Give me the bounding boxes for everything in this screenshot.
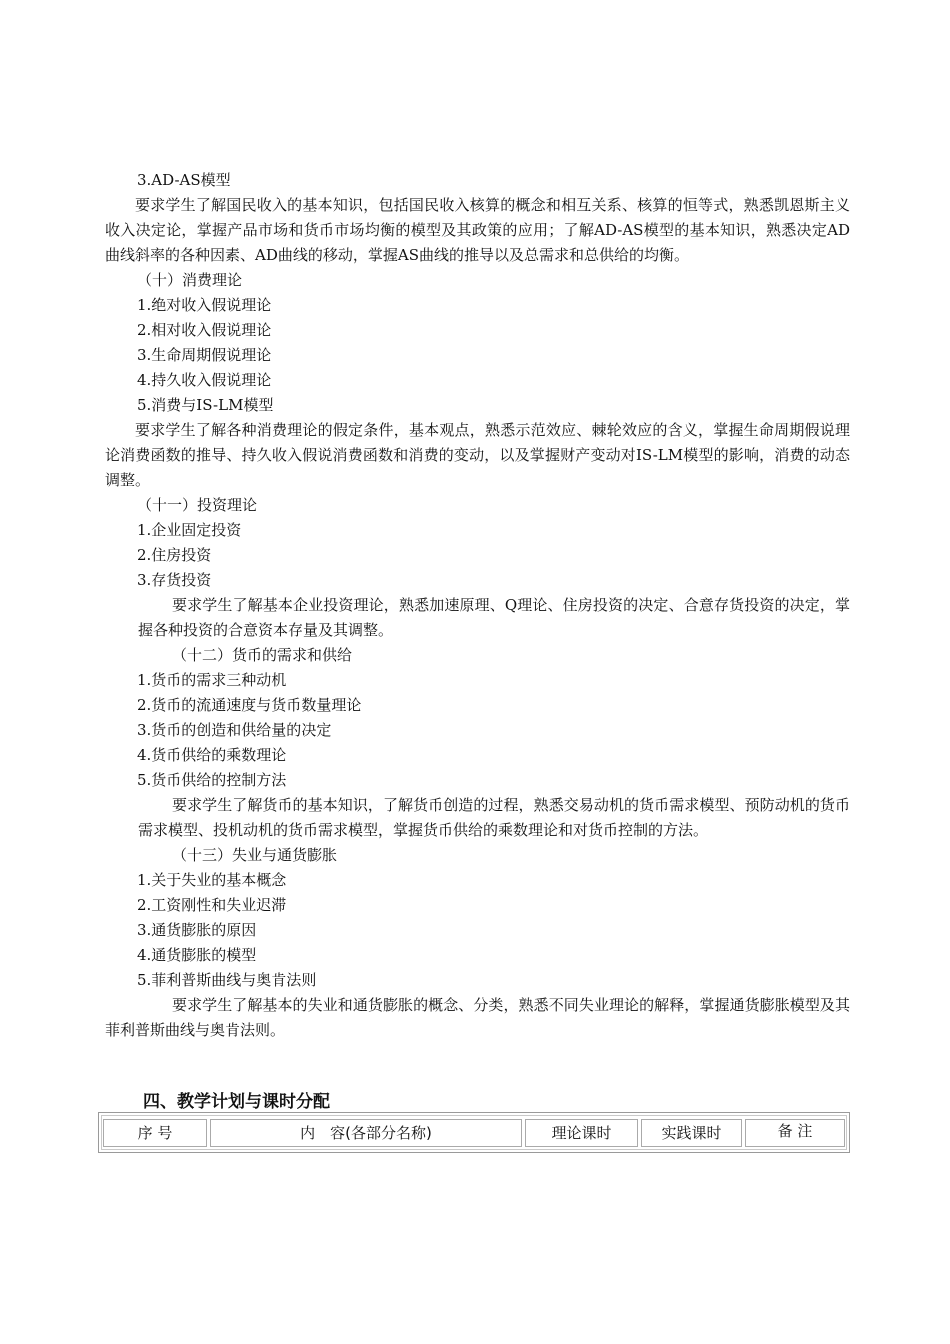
- heading-investment-theory: （十一）投资理论: [137, 496, 258, 514]
- paragraph-unemployment-requirement: 要求学生了解基本的失业和通货膨胀的概念、分类，熟悉不同失业理论的解释，掌握通货膨胀模型及其菲利普斯曲线与奥肯法则。: [105, 996, 850, 1039]
- item-money-velocity: 2.货币的流通速度与货币数量理论: [137, 696, 362, 714]
- item-money-demand-motives: 1.货币的需求三种动机: [137, 671, 287, 689]
- header-cell-practice-hours: 实践课时: [641, 1119, 742, 1147]
- heading-unemployment-inflation: （十三）失业与通货膨胀: [172, 846, 338, 864]
- item-money-control: 5.货币供给的控制方法: [137, 771, 287, 789]
- header-cell-content: 内 容(各部分名称): [210, 1119, 522, 1147]
- item-permanent-income: 4.持久收入假说理论: [137, 371, 272, 389]
- header-cell-remarks: 备 注: [745, 1119, 845, 1147]
- item-absolute-income: 1.绝对收入假说理论: [137, 296, 272, 314]
- item-inflation-causes: 3.通货膨胀的原因: [137, 921, 257, 939]
- item-inflation-models: 4.通货膨胀的模型: [137, 946, 257, 964]
- item-money-creation: 3.货币的创造和供给量的决定: [137, 721, 332, 739]
- item-consumption-is-lm: 5.消费与IS-LM模型: [137, 396, 274, 414]
- heading-money-demand-supply: （十二）货币的需求和供给: [172, 646, 353, 664]
- item-inventory-investment: 3.存货投资: [137, 571, 212, 589]
- item-ad-as-model: 3.AD-AS模型: [137, 171, 231, 189]
- item-unemployment-concepts: 1.关于失业的基本概念: [137, 871, 287, 889]
- item-phillips-okun: 5.菲利普斯曲线与奥肯法则: [137, 971, 317, 989]
- item-money-multiplier: 4.货币供给的乘数理论: [137, 746, 287, 764]
- paragraph-money-requirement: 要求学生了解货币的基本知识，了解货币创造的过程，熟悉交易动机的货币需求模型、预防动机的货币需求模型、投机动机的货币需求模型，掌握货币供给的乘数理论和对货币控制的方法。: [138, 796, 850, 839]
- heading-consumption-theory: （十）消费理论: [137, 271, 243, 289]
- section-title-teaching-plan: 四、教学计划与课时分配: [143, 1092, 330, 1112]
- item-wage-rigidity: 2.工资刚性和失业迟滞: [137, 896, 287, 914]
- item-housing-investment: 2.住房投资: [137, 546, 212, 564]
- item-relative-income: 2.相对收入假说理论: [137, 321, 272, 339]
- paragraph-consumption-requirement: 要求学生了解各种消费理论的假定条件，基本观点，熟悉示范效应、棘轮效应的含义，掌握生命周期假说理论消费函数的推导、持久收入假说消费函数和消费的变动，以及掌握财产变动对IS-LM模型的影响，消费的动态调整。: [105, 421, 850, 489]
- paragraph-national-income-requirement: 要求学生了解国民收入的基本知识，包括国民收入核算的概念和相互关系、核算的恒等式，熟悉凯恩斯主义收入决定论，掌握产品市场和货币市场均衡的模型及其政策的应用；了解AD-AS模型的基本知识，熟悉决定AD曲线斜率的各种因素、AD曲线的移动，掌握AS曲线的推导以及总需求和总供给的均衡。: [105, 196, 850, 264]
- item-fixed-investment: 1.企业固定投资: [137, 521, 242, 539]
- item-life-cycle: 3.生命周期假说理论: [137, 346, 272, 364]
- teaching-plan-table-header: [98, 1112, 850, 1153]
- header-cell-number: 序 号: [103, 1119, 207, 1147]
- paragraph-investment-requirement: 要求学生了解基本企业投资理论，熟悉加速原理、Q理论、住房投资的决定、合意存货投资的决定，掌握各种投资的合意资本存量及其调整。: [138, 596, 850, 639]
- header-cell-theory-hours: 理论课时: [525, 1119, 638, 1147]
